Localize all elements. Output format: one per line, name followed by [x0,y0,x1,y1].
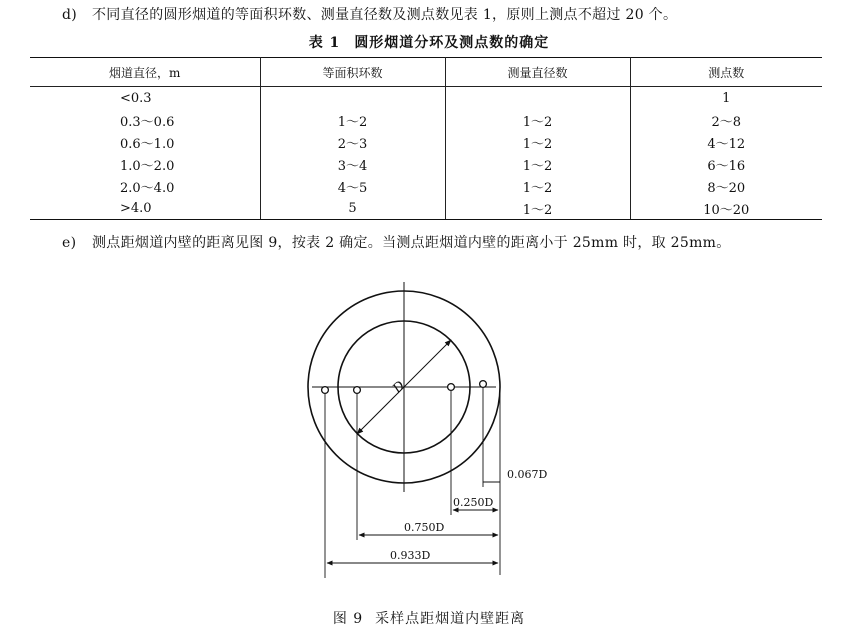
cell-duct-diameter: 0.3～0.6 [30,109,260,131]
cell-duct-diameter: >4.0 [30,197,260,220]
figure-caption-number: 图 9 [332,611,364,627]
cell-duct-diameter: <0.3 [30,87,260,110]
cell-ring-count: 1～2 [260,109,445,131]
sampling-point [354,387,361,394]
sampling-point [322,387,329,394]
header-diameter-count: 测量直径数 [445,58,630,87]
cell-point-count: 10～20 [630,197,822,220]
cell-duct-diameter: 2.0～4.0 [30,175,260,197]
table-caption-title: 圆形烟道分环及测点数的确定 [354,35,550,51]
cell-point-count: 8～20 [630,175,822,197]
sampling-point [448,384,455,391]
cell-point-count: 6～16 [630,153,822,175]
figure-caption-title: 采样点距烟道内壁距离 [375,611,526,627]
cell-point-count: 1 [630,87,822,110]
cell-diameter-count: 1～2 [445,197,630,220]
cell-ring-count: 4～5 [260,175,445,197]
table-caption-number: 表 1 [308,35,341,51]
cell-ring-count: 3～4 [260,153,445,175]
paragraph-d-marker: d) [62,7,78,23]
cell-diameter-count: 1～2 [445,153,630,175]
cell-point-count: 2～8 [630,109,822,131]
cell-ring-count: 5 [260,197,445,220]
cell-ring-count: 2～3 [260,131,445,153]
dim-label-0750: 0.750D [404,521,445,534]
diameter-label: D [390,378,409,397]
cell-diameter-count: 1～2 [445,131,630,153]
cell-diameter-count: 1～2 [445,175,630,197]
dim-label-0067: 0.067D [507,468,548,481]
header-point-count: 测点数 [630,58,822,87]
cell-duct-diameter: 1.0～2.0 [30,153,260,175]
cell-duct-diameter: 0.6～1.0 [30,131,260,153]
sampling-point [480,381,487,388]
cell-diameter-count: 1～2 [445,109,630,131]
header-duct-diameter: 烟道直径，m [30,58,260,87]
header-ring-count: 等面积环数 [260,58,445,87]
paragraph-e-text: 测点距烟道内壁的距离见图 9，按表 2 确定。当测点距烟道内壁的距离小于 25mm 时，取 25mm。 [92,235,731,251]
paragraph-d-text: 不同直径的圆形烟道的等面积环数、测量直径数及测点数见表 1，原则上测点不超过 20 个。 [92,7,678,23]
cell-point-count: 4～12 [630,131,822,153]
dim-label-0250: 0.250D [453,496,494,509]
figure-caption [0,608,858,628]
dim-label-0933: 0.933D [390,549,431,562]
paragraph-e-marker: e) [62,235,77,251]
